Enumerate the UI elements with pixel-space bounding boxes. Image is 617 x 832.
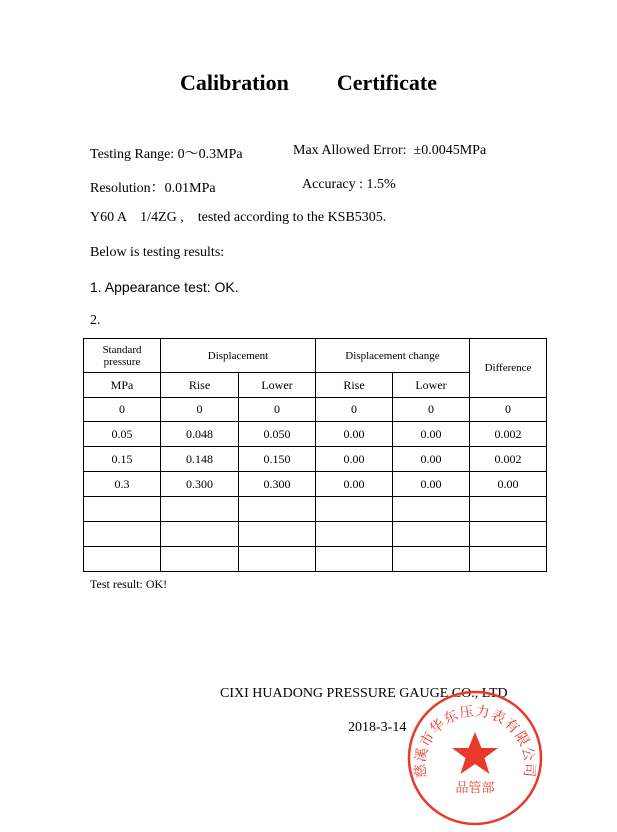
table-cell: 0.002 (470, 447, 547, 472)
table-cell: 0 (161, 398, 239, 422)
table-cell: 0.300 (239, 472, 316, 497)
table-cell: 0.00 (393, 422, 470, 447)
company-seal (405, 688, 545, 828)
model-line: Y60 A 1/4ZG , tested according to the KSB5305. (90, 210, 387, 225)
table-cell (239, 522, 316, 547)
table-cell (470, 497, 547, 522)
table-cell: 0 (239, 398, 316, 422)
company-name: CIXI HUADONG PRESSURE GAUGE CO., LTD (220, 686, 508, 701)
header-displacement-change: Displacement change (316, 339, 470, 373)
max-error-line (293, 143, 486, 159)
seal-ring-text: 慈溪市华东压力表有限公司 (412, 703, 538, 779)
header-mpa: MPa (84, 373, 161, 398)
testing-range-line (90, 143, 243, 163)
header-change-lower: Lower (393, 373, 470, 398)
table-row (84, 472, 547, 497)
table-cell (84, 522, 161, 547)
results-table (83, 338, 547, 572)
table-cell (239, 497, 316, 522)
test-result: Test result: OK! (90, 577, 168, 591)
table-cell: 0 (470, 398, 547, 422)
table-cell: 0.048 (161, 422, 239, 447)
table-cell: 0.00 (316, 472, 393, 497)
table-cell (84, 547, 161, 572)
certificate-title (0, 70, 617, 96)
seal-star-icon (452, 732, 498, 774)
table-row (84, 447, 547, 472)
table-cell (161, 497, 239, 522)
table-cell (393, 497, 470, 522)
table-cell: 0 (84, 398, 161, 422)
table-cell: 0.050 (239, 422, 316, 447)
table-row (84, 497, 547, 522)
title-word-certificate: Certificate (336, 70, 437, 95)
table-cell: 0.3 (84, 472, 161, 497)
appearance-test: 1. Appearance test: OK. (90, 279, 239, 295)
table-row (84, 422, 547, 447)
table-cell: 0.00 (316, 422, 393, 447)
table-cell: 0 (393, 398, 470, 422)
table-cell: 0.15 (84, 447, 161, 472)
header-change-rise: Rise (316, 373, 393, 398)
title-word-calibration: Calibration (180, 70, 289, 95)
testing-range: Testing Range: 0～0.3MPa (90, 147, 243, 162)
table-cell (393, 547, 470, 572)
table-cell (316, 547, 393, 572)
header-displacement: Displacement (161, 339, 316, 373)
table-cell: 0.300 (161, 472, 239, 497)
certificate-date: 2018-3-14 (348, 720, 407, 735)
table-cell (316, 497, 393, 522)
header-standard-pressure: Standard pressure (84, 339, 161, 373)
max-error-value: ±0.0045MPa (413, 143, 487, 158)
resolution: Resolution：0.01MPa (90, 181, 216, 196)
table-cell: 0.150 (239, 447, 316, 472)
table-header-row (84, 339, 547, 373)
table-cell: 0.05 (84, 422, 161, 447)
table-cell (393, 522, 470, 547)
table-cell (161, 547, 239, 572)
table-cell (470, 522, 547, 547)
table-cell: 0.00 (470, 472, 547, 497)
seal-department: 品管部 (455, 781, 495, 796)
table-cell: 0.002 (470, 422, 547, 447)
table-cell (239, 547, 316, 572)
header-difference: Difference (470, 339, 547, 398)
table-cell (470, 547, 547, 572)
results-intro: Below is testing results: (90, 245, 225, 260)
header-lower: Lower (239, 373, 316, 398)
table-cell: 0.00 (316, 447, 393, 472)
table-cell (84, 497, 161, 522)
table-cell: 0.00 (393, 447, 470, 472)
table-row (84, 398, 547, 422)
table-row (84, 547, 547, 572)
table-cell: 0.148 (161, 447, 239, 472)
table-row (84, 522, 547, 547)
item-2-label: 2. (90, 313, 101, 328)
table-cell (316, 522, 393, 547)
max-error-label: Max Allowed Error: (293, 143, 407, 158)
accuracy: Accuracy : 1.5% (302, 177, 396, 192)
table-cell: 0 (316, 398, 393, 422)
table-cell (161, 522, 239, 547)
header-rise: Rise (161, 373, 239, 398)
table-cell: 0.00 (393, 472, 470, 497)
